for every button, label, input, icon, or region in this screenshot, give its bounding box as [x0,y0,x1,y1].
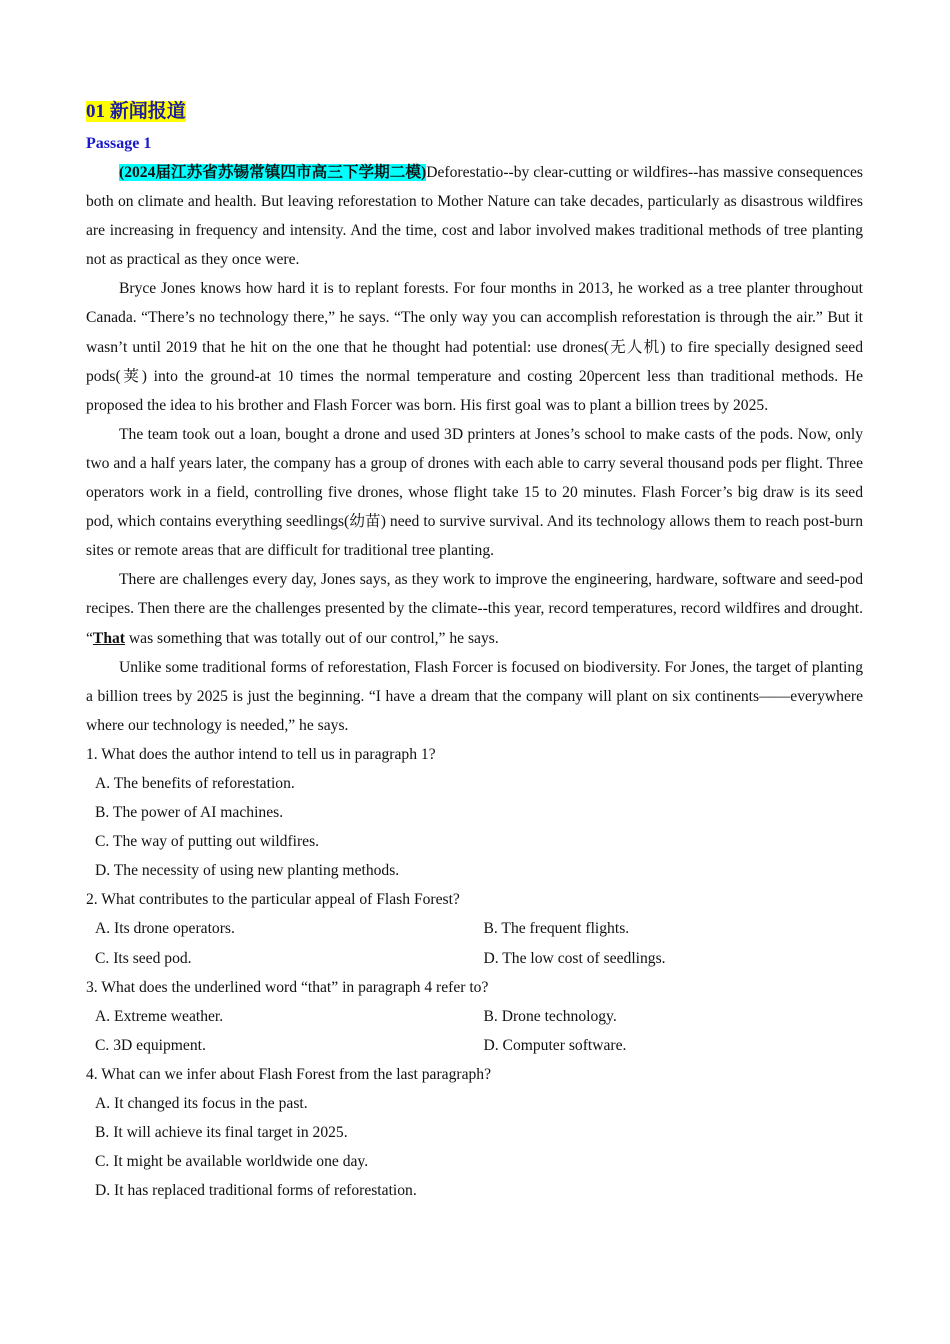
option-b: B. The frequent flights. [483,920,630,938]
option-a: A. Extreme weather. [95,1007,224,1025]
option-d: D. The necessity of using new planting methods. [95,862,400,880]
option-c: C. 3D equipment. [95,1036,206,1054]
question-2 [86,885,863,972]
option-b: B. Drone technology. [483,1007,617,1025]
option-d: D. It has replaced traditional forms of reforestation. [95,1182,417,1200]
passage-title: Passage 1 [86,135,152,152]
question-text: 2. What contributes to the particular appeal of Flash Forest? [86,891,460,909]
option-c: C. The way of putting out wildfires. [95,833,320,851]
paragraph-text: Deforestatio--by clear-cutting or wildfires--has massive consequences both on climate and health. But leaving reforestation to Mother Nature can take decades, particularly as disastrous wildfires are increasing in frequency and intensity. And the time, cost and labor involved makes traditional methods of tree planting not as practical as they once were. [86,164,863,269]
option-a: A. It changed its focus in the past. [95,1095,308,1112]
option-b: B. The power of AI machines. [95,804,284,822]
option-d: D. The low cost of seedlings. [483,949,666,967]
paragraph-4 [86,565,863,652]
option-c: C. It might be available worldwide one day. [95,1153,369,1171]
question-text: 3. What does the underlined word “that” in paragraph 4 refer to? [86,978,489,996]
section-title-text: 01 新闻报道 [86,101,186,122]
paragraph-text: was something that was totally out of our control,” he says. [125,629,499,647]
question-1 [86,740,863,885]
option-a: A. The benefits of reforestation. [95,774,295,792]
paragraph-text: There are challenges every day, Jones says, as they work to improve the engineering, hardware, software and seed-pod recipes. Then there are the challenges presented by the climate--this year, record temperatures, record wildfires and drought. “ [86,571,863,647]
question-4 [86,1060,863,1205]
option-d: D. Computer software. [483,1036,627,1054]
paragraph-2: Bryce Jones knows how hard it is to replant forests. For four months in 2013, he worked as a tree planter throughout Canada. “There’s no technology there,” he says. “The only way you can accomplish reforestation is through the air.” But it wasn’t until 2019 that he hit on the one that he thought had potential: use drones(无人机) to fire specially designed seed pods(荚) into the ground-at 10 times the normal temperature and costing 20percent less than traditional methods. He proposed the idea to his brother and Flash Forcer was born. His first goal was to plant a billion trees by 2025. [86,280,863,414]
section-title [86,98,863,126]
option-b: B. It will achieve its final target in 2025. [95,1124,348,1142]
document-page [86,98,863,1205]
source-label: (2024届江苏省苏锡常镇四市高三下学期二模) [119,164,427,181]
paragraph-5: Unlike some traditional forms of reforestation, Flash Forcer is focused on biodiversity. For Jones, the target of planting a billion trees by 2025 is just the beginning. “I have a dream that the company will plant on six continents——everywhere where our technology is needed,” he says. [86,658,863,734]
paragraph-3: The team took out a loan, bought a drone and used 3D printers at Jones’s school to make casts of the pods. Now, only two and a half years later, the company has a group of drones with each able to carry several thousand pods per flight. Three operators work in a field, controlling five drones, whose flight take 15 to 20 minutes. Flash Forcer’s big draw is its seed pod, which contains everything seedlings(幼苗) need to survive survival. And its technology allows them to reach post-burn sites or remote areas that are difficult for traditional tree planting. [86,425,863,560]
question-text: 1. What does the author intend to tell us in paragraph 1? [86,745,436,763]
underlined-word: That [92,629,125,647]
question-3 [86,973,863,1060]
option-a: A. Its drone operators. [95,920,235,938]
question-text: 4. What can we infer about Flash Forest from the last paragraph? [86,1065,492,1083]
option-c: C. Its seed pod. [95,949,192,967]
paragraph-1 [86,158,863,274]
